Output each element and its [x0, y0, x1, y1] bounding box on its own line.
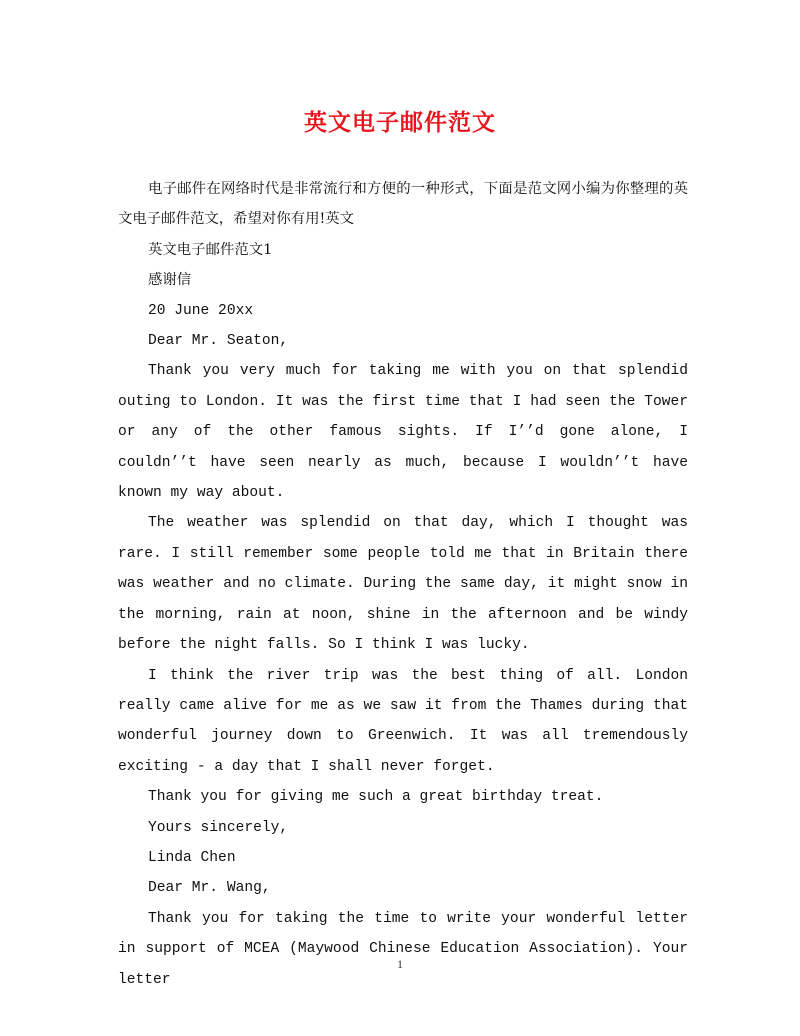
letter-signature: Linda Chen: [148, 849, 236, 866]
page-number: 1: [397, 957, 403, 971]
letter-paragraph: The weather was splendid on that day, which I thought was rare. I still remember some people told me that in Britain there was weather and no climate. During the same day, it might snow in the morning, rain at noon, shine in the afternoon and be windy before the night falls. So I think I was lucky.: [118, 515, 688, 654]
letter-paragraph: Thank you for giving me such a great birthday treat.: [148, 789, 604, 806]
letter-closing: Yours sincerely,: [148, 819, 289, 836]
document-title: 英文电子邮件范文: [304, 109, 496, 136]
letter-paragraph: I think the river trip was the best thing of all. London really came alive for me as we saw it from the Thames during that wonderful journey down to Greenwich. It was all tremendously exciting - a day that I shall never forget.: [118, 667, 688, 775]
intro-paragraph: 电子邮件在网络时代是非常流行和方便的一种形式，下面是范文网小编为你整理的英文电子邮件范文，希望对你有用!英文: [118, 181, 688, 228]
letter-salutation: Dear Mr. Seaton,: [148, 333, 289, 350]
letter-paragraph: Thank you very much for taking me with you on that splendid outing to London. It was the first time that I had seen the Tower or any of the other famous sights. If I’’d gone alone, I couldn’’t have seen nearly as much, because I wouldn’’t have known my way about.: [118, 363, 688, 502]
second-letter-paragraph: Thank you for taking the time to write your wonderful letter in support of MCEA (Maywood Chinese Education Association). Your letter: [118, 910, 688, 988]
document-body: [118, 174, 688, 995]
letter-type-label: 感谢信: [148, 272, 192, 289]
section-heading: 英文电子邮件范文1: [148, 241, 273, 258]
letter-date: 20 June 20xx: [148, 302, 254, 319]
second-letter-salutation: Dear Mr. Wang,: [148, 880, 271, 897]
